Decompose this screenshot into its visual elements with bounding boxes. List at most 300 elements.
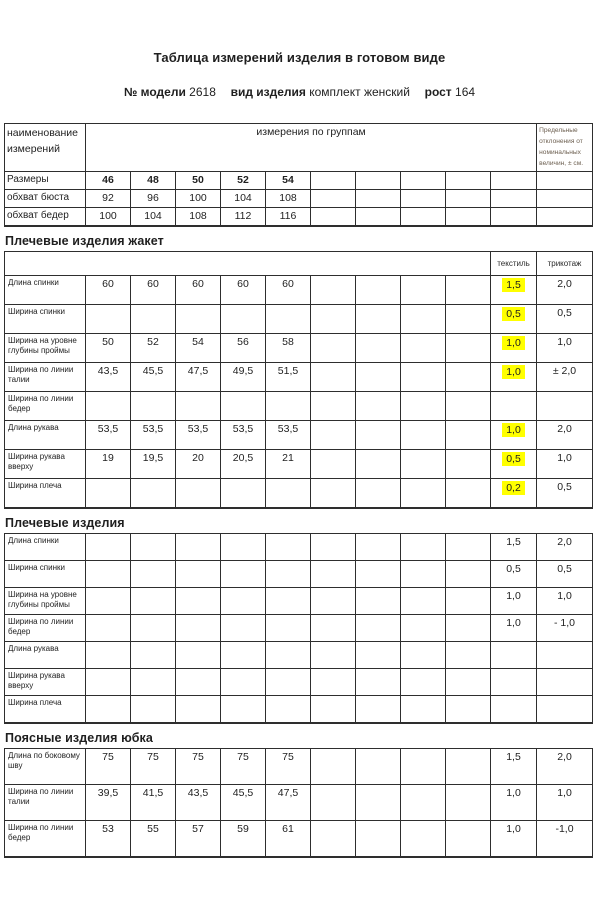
model-info-line [4, 85, 595, 99]
size-value-cell: 43,5 [86, 362, 131, 391]
size-value-cell: 53,5 [131, 420, 176, 449]
section-heading: Плечевые изделия [5, 515, 125, 530]
size-value-cell: 49,5 [221, 362, 266, 391]
size-value-cell [86, 391, 131, 420]
size-value-cell [176, 533, 221, 560]
empty-cell [446, 560, 491, 587]
size-value-cell: 53,5 [176, 420, 221, 449]
empty-cell [446, 533, 491, 560]
size-value-cell: 45,5 [131, 362, 176, 391]
size-value-cell [86, 560, 131, 587]
size-value-cell: 59 [221, 820, 266, 857]
groups-header: измерения по группам [86, 124, 537, 172]
knit-tolerance-cell: 0,5 [537, 304, 593, 333]
size-value-cell [131, 391, 176, 420]
empty-cell [446, 275, 491, 304]
textile-tolerance-cell: 1,0 [491, 614, 537, 641]
empty-cell [311, 449, 356, 478]
empty-cell [401, 449, 446, 478]
empty-cell [446, 362, 491, 391]
measurement-row [5, 275, 593, 304]
measurement-row [5, 391, 593, 420]
row-label-cell: Ширина по линии бедер [5, 820, 86, 857]
size-value-cell: 96 [131, 189, 176, 207]
sizes-header-row [5, 124, 593, 172]
knit-tolerance-cell [537, 695, 593, 723]
empty-cell [446, 784, 491, 820]
size-value-cell [221, 587, 266, 614]
textile-tolerance-cell: 1,5 [491, 533, 537, 560]
empty-cell [356, 784, 401, 820]
section-table [4, 251, 593, 509]
empty-cell [356, 478, 401, 508]
measurement-row [5, 695, 593, 723]
height-label: рост [424, 85, 452, 99]
size-value-cell [176, 695, 221, 723]
size-value-cell [86, 478, 131, 508]
size-value-cell: 100 [86, 207, 131, 226]
textile-header-cell: текстиль [491, 251, 537, 275]
empty-cell [446, 171, 491, 189]
size-value-cell [86, 587, 131, 614]
size-value-cell [176, 587, 221, 614]
size-value-cell: 21 [266, 449, 311, 478]
empty-cell [356, 449, 401, 478]
row-label-cell: Ширина по линии талии [5, 784, 86, 820]
knit-tolerance-cell: 0,5 [537, 478, 593, 508]
empty-cell [446, 207, 491, 226]
textile-tolerance-cell [491, 304, 537, 333]
sections-container [4, 234, 595, 858]
size-value-cell: 19 [86, 449, 131, 478]
highlighted-value: 1,5 [502, 278, 525, 292]
empty-cell [311, 641, 356, 668]
size-value-cell [176, 304, 221, 333]
size-value-cell [131, 587, 176, 614]
highlighted-value: 1,0 [502, 365, 525, 379]
sizes-table-row [5, 171, 593, 189]
section-table [4, 533, 593, 724]
knit-tolerance-cell: 2,0 [537, 275, 593, 304]
size-value-cell [131, 641, 176, 668]
empty-cell [311, 171, 356, 189]
empty-cell [311, 478, 356, 508]
row-label-cell: Ширина по линии бедер [5, 614, 86, 641]
material-header-row [5, 251, 593, 275]
measurement-row [5, 614, 593, 641]
size-value-cell [266, 304, 311, 333]
size-value-cell [86, 641, 131, 668]
size-value-cell: 52 [221, 171, 266, 189]
empty-cell [401, 171, 446, 189]
knit-tolerance-cell: ± 2,0 [537, 362, 593, 391]
measurement-row [5, 533, 593, 560]
measurement-row [5, 560, 593, 587]
section-table [4, 748, 593, 858]
size-value-cell [221, 668, 266, 695]
row-label-cell: Длина рукава [5, 641, 86, 668]
empty-cell [311, 362, 356, 391]
size-value-cell: 43,5 [176, 784, 221, 820]
empty-cell [446, 189, 491, 207]
measurement-row [5, 304, 593, 333]
model-value: 2618 [189, 85, 216, 99]
textile-tolerance-cell [491, 275, 537, 304]
empty-cell [401, 391, 446, 420]
sizes-table [4, 123, 593, 227]
page-title: Таблица измерений изделия в готовом виде [153, 50, 446, 65]
row-label-cell: Ширина рукава вверху [5, 668, 86, 695]
empty-cell [446, 748, 491, 784]
row-label-cell: обхват бедер [5, 207, 86, 226]
empty-cell [311, 420, 356, 449]
highlighted-value: 1,0 [502, 423, 525, 437]
size-value-cell: 60 [86, 275, 131, 304]
size-value-cell: 20 [176, 449, 221, 478]
size-value-cell: 53,5 [221, 420, 266, 449]
knit-tolerance-cell: 0,5 [537, 560, 593, 587]
size-value-cell: 54 [176, 333, 221, 362]
size-value-cell: 45,5 [221, 784, 266, 820]
empty-cell [401, 275, 446, 304]
size-value-cell: 75 [266, 748, 311, 784]
height-value: 164 [455, 85, 476, 99]
textile-tolerance-cell: 1,0 [491, 820, 537, 857]
empty-cell [311, 784, 356, 820]
empty-cell [356, 748, 401, 784]
highlighted-value: 0,5 [502, 307, 525, 321]
size-value-cell: 92 [86, 189, 131, 207]
empty-cell [311, 207, 356, 226]
size-value-cell: 104 [221, 189, 266, 207]
size-value-cell [131, 478, 176, 508]
empty-cell [401, 820, 446, 857]
empty-cell [311, 275, 356, 304]
sizes-table-row [5, 207, 593, 226]
size-value-cell: 53 [86, 820, 131, 857]
textile-tolerance-cell [491, 641, 537, 668]
size-value-cell: 116 [266, 207, 311, 226]
size-value-cell: 41,5 [131, 784, 176, 820]
size-value-cell: 75 [176, 748, 221, 784]
size-value-cell: 108 [176, 207, 221, 226]
size-value-cell: 19,5 [131, 449, 176, 478]
deviation-header: Предельные отклонения от номинальных величин, ± см. [537, 124, 593, 172]
size-value-cell: 60 [221, 275, 266, 304]
size-value-cell [131, 614, 176, 641]
row-label-cell: Ширина рукава вверху [5, 449, 86, 478]
empty-cell [356, 189, 401, 207]
empty-cell [356, 587, 401, 614]
size-value-cell [266, 695, 311, 723]
size-value-cell: 52 [131, 333, 176, 362]
empty-cell [401, 362, 446, 391]
size-value-cell [86, 668, 131, 695]
row-label-cell: Длина спинки [5, 533, 86, 560]
size-value-cell: 60 [176, 275, 221, 304]
knit-tolerance-cell: 2,0 [537, 748, 593, 784]
size-value-cell [131, 668, 176, 695]
empty-cell [446, 668, 491, 695]
size-value-cell: 51,5 [266, 362, 311, 391]
size-value-cell [131, 533, 176, 560]
empty-cell [311, 533, 356, 560]
size-value-cell [176, 641, 221, 668]
size-value-cell: 61 [266, 820, 311, 857]
measurement-row [5, 420, 593, 449]
empty-cell [356, 304, 401, 333]
empty-cell [356, 391, 401, 420]
empty-cell [401, 304, 446, 333]
size-value-cell: 46 [86, 171, 131, 189]
row-label-cell: обхват бюста [5, 189, 86, 207]
knit-tolerance-cell [537, 641, 593, 668]
empty-cell [5, 251, 491, 275]
empty-cell [356, 362, 401, 391]
textile-tolerance-cell [491, 420, 537, 449]
empty-cell [356, 533, 401, 560]
empty-cell [311, 695, 356, 723]
empty-cell [311, 587, 356, 614]
empty-cell [356, 207, 401, 226]
size-value-cell: 55 [131, 820, 176, 857]
empty-cell [356, 333, 401, 362]
knit-tolerance-cell: 2,0 [537, 420, 593, 449]
empty-cell [311, 189, 356, 207]
knit-tolerance-cell: -1,0 [537, 820, 593, 857]
empty-cell [401, 207, 446, 226]
row-label-cell: Длина рукава [5, 420, 86, 449]
knit-tolerance-cell: - 1,0 [537, 614, 593, 641]
product-type-value: комплект женский [309, 85, 410, 99]
size-value-cell [221, 641, 266, 668]
empty-cell [401, 333, 446, 362]
size-value-cell: 47,5 [266, 784, 311, 820]
size-value-cell [266, 641, 311, 668]
deviation-cell [537, 189, 593, 207]
measurement-row [5, 784, 593, 820]
size-value-cell: 39,5 [86, 784, 131, 820]
size-value-cell [176, 668, 221, 695]
empty-cell [356, 695, 401, 723]
empty-cell [311, 391, 356, 420]
knit-tolerance-cell: 1,0 [537, 587, 593, 614]
size-value-cell: 75 [221, 748, 266, 784]
sizes-table-row [5, 189, 593, 207]
size-value-cell [266, 668, 311, 695]
row-label-cell: Длина спинки [5, 275, 86, 304]
size-value-cell [131, 695, 176, 723]
empty-cell [401, 587, 446, 614]
measurement-row [5, 478, 593, 508]
textile-tolerance-cell: 1,0 [491, 587, 537, 614]
size-value-cell: 56 [221, 333, 266, 362]
empty-cell [356, 668, 401, 695]
knit-tolerance-cell [537, 391, 593, 420]
row-label-cell: Ширина спинки [5, 304, 86, 333]
empty-cell [491, 189, 537, 207]
textile-tolerance-cell [491, 449, 537, 478]
row-label-cell: Ширина плеча [5, 695, 86, 723]
empty-cell [356, 560, 401, 587]
size-value-cell: 20,5 [221, 449, 266, 478]
section-heading: Поясные изделия юбка [5, 730, 153, 745]
empty-cell [446, 587, 491, 614]
size-value-cell: 60 [266, 275, 311, 304]
empty-cell [446, 391, 491, 420]
size-value-cell [221, 614, 266, 641]
measurement-row [5, 449, 593, 478]
empty-cell [401, 668, 446, 695]
size-value-cell: 47,5 [176, 362, 221, 391]
row-label-cell: Ширина на уровне глубины проймы [5, 587, 86, 614]
empty-cell [356, 614, 401, 641]
knit-header-cell: трикотаж [537, 251, 593, 275]
size-value-cell [266, 614, 311, 641]
empty-cell [491, 207, 537, 226]
highlighted-value: 0,2 [502, 481, 525, 495]
deviation-cell [537, 171, 593, 189]
textile-tolerance-cell [491, 333, 537, 362]
row-label-cell: Ширина по линии бедер [5, 391, 86, 420]
size-value-cell: 108 [266, 189, 311, 207]
empty-cell [356, 820, 401, 857]
size-value-cell [176, 478, 221, 508]
size-value-cell [176, 614, 221, 641]
empty-cell [446, 614, 491, 641]
size-value-cell: 112 [221, 207, 266, 226]
size-value-cell [266, 533, 311, 560]
size-value-cell [86, 533, 131, 560]
textile-tolerance-cell: 1,5 [491, 748, 537, 784]
row-label-cell: Ширина плеча [5, 478, 86, 508]
textile-tolerance-cell [491, 362, 537, 391]
empty-cell [311, 333, 356, 362]
empty-cell [491, 171, 537, 189]
empty-cell [356, 171, 401, 189]
size-value-cell: 50 [86, 333, 131, 362]
size-value-cell [221, 533, 266, 560]
textile-tolerance-cell [491, 478, 537, 508]
empty-cell [446, 478, 491, 508]
textile-tolerance-cell [491, 668, 537, 695]
empty-cell [401, 614, 446, 641]
empty-cell [311, 668, 356, 695]
measurement-row [5, 333, 593, 362]
empty-cell [446, 304, 491, 333]
size-value-cell: 100 [176, 189, 221, 207]
empty-cell [311, 748, 356, 784]
size-value-cell [266, 478, 311, 508]
knit-tolerance-cell: 1,0 [537, 449, 593, 478]
size-value-cell [176, 391, 221, 420]
measurement-row [5, 668, 593, 695]
size-value-cell [221, 695, 266, 723]
empty-cell [446, 695, 491, 723]
knit-tolerance-cell: 1,0 [537, 333, 593, 362]
empty-cell [401, 420, 446, 449]
empty-cell [401, 641, 446, 668]
size-value-cell: 75 [86, 748, 131, 784]
empty-cell [401, 560, 446, 587]
empty-cell [401, 784, 446, 820]
size-value-cell: 48 [131, 171, 176, 189]
empty-cell [356, 641, 401, 668]
empty-cell [401, 189, 446, 207]
measurement-name-header: наименование измерений [5, 124, 86, 172]
size-value-cell: 57 [176, 820, 221, 857]
textile-tolerance-cell [491, 391, 537, 420]
size-value-cell [266, 391, 311, 420]
measurement-row [5, 362, 593, 391]
section-heading: Плечевые изделия жакет [5, 233, 164, 248]
row-label-cell: Ширина на уровне глубины проймы [5, 333, 86, 362]
knit-tolerance-cell: 2,0 [537, 533, 593, 560]
size-value-cell: 50 [176, 171, 221, 189]
size-value-cell [86, 614, 131, 641]
size-value-cell [86, 304, 131, 333]
empty-cell [401, 533, 446, 560]
empty-cell [401, 748, 446, 784]
size-value-cell [176, 560, 221, 587]
size-value-cell [221, 304, 266, 333]
size-value-cell [221, 478, 266, 508]
size-value-cell [221, 391, 266, 420]
empty-cell [401, 695, 446, 723]
size-value-cell [131, 560, 176, 587]
size-value-cell: 75 [131, 748, 176, 784]
size-value-cell [266, 587, 311, 614]
measurement-row [5, 587, 593, 614]
empty-cell [446, 420, 491, 449]
product-type-label: вид изделия [230, 85, 306, 99]
empty-cell [446, 333, 491, 362]
size-value-cell [131, 304, 176, 333]
model-label: № модели [123, 85, 186, 99]
deviation-cell [537, 207, 593, 226]
row-label-cell: Длина по боковому шву [5, 748, 86, 784]
empty-cell [446, 641, 491, 668]
empty-cell [311, 304, 356, 333]
empty-cell [311, 614, 356, 641]
empty-cell [446, 449, 491, 478]
row-label-cell: Ширина по линии талии [5, 362, 86, 391]
empty-cell [311, 560, 356, 587]
empty-cell [401, 478, 446, 508]
size-value-cell: 53,5 [266, 420, 311, 449]
measurement-row [5, 820, 593, 857]
textile-tolerance-cell [491, 695, 537, 723]
measurement-row [5, 641, 593, 668]
size-value-cell: 60 [131, 275, 176, 304]
knit-tolerance-cell: 1,0 [537, 784, 593, 820]
empty-cell [356, 275, 401, 304]
size-value-cell: 58 [266, 333, 311, 362]
textile-tolerance-cell: 1,0 [491, 784, 537, 820]
size-value-cell [86, 695, 131, 723]
row-label-cell: Размеры [5, 171, 86, 189]
textile-tolerance-cell: 0,5 [491, 560, 537, 587]
size-value-cell [221, 560, 266, 587]
row-label-cell: Ширина спинки [5, 560, 86, 587]
measurement-row [5, 748, 593, 784]
size-value-cell [266, 560, 311, 587]
knit-tolerance-cell [537, 668, 593, 695]
highlighted-value: 1,0 [502, 336, 525, 350]
size-value-cell: 104 [131, 207, 176, 226]
size-value-cell: 53,5 [86, 420, 131, 449]
empty-cell [446, 820, 491, 857]
